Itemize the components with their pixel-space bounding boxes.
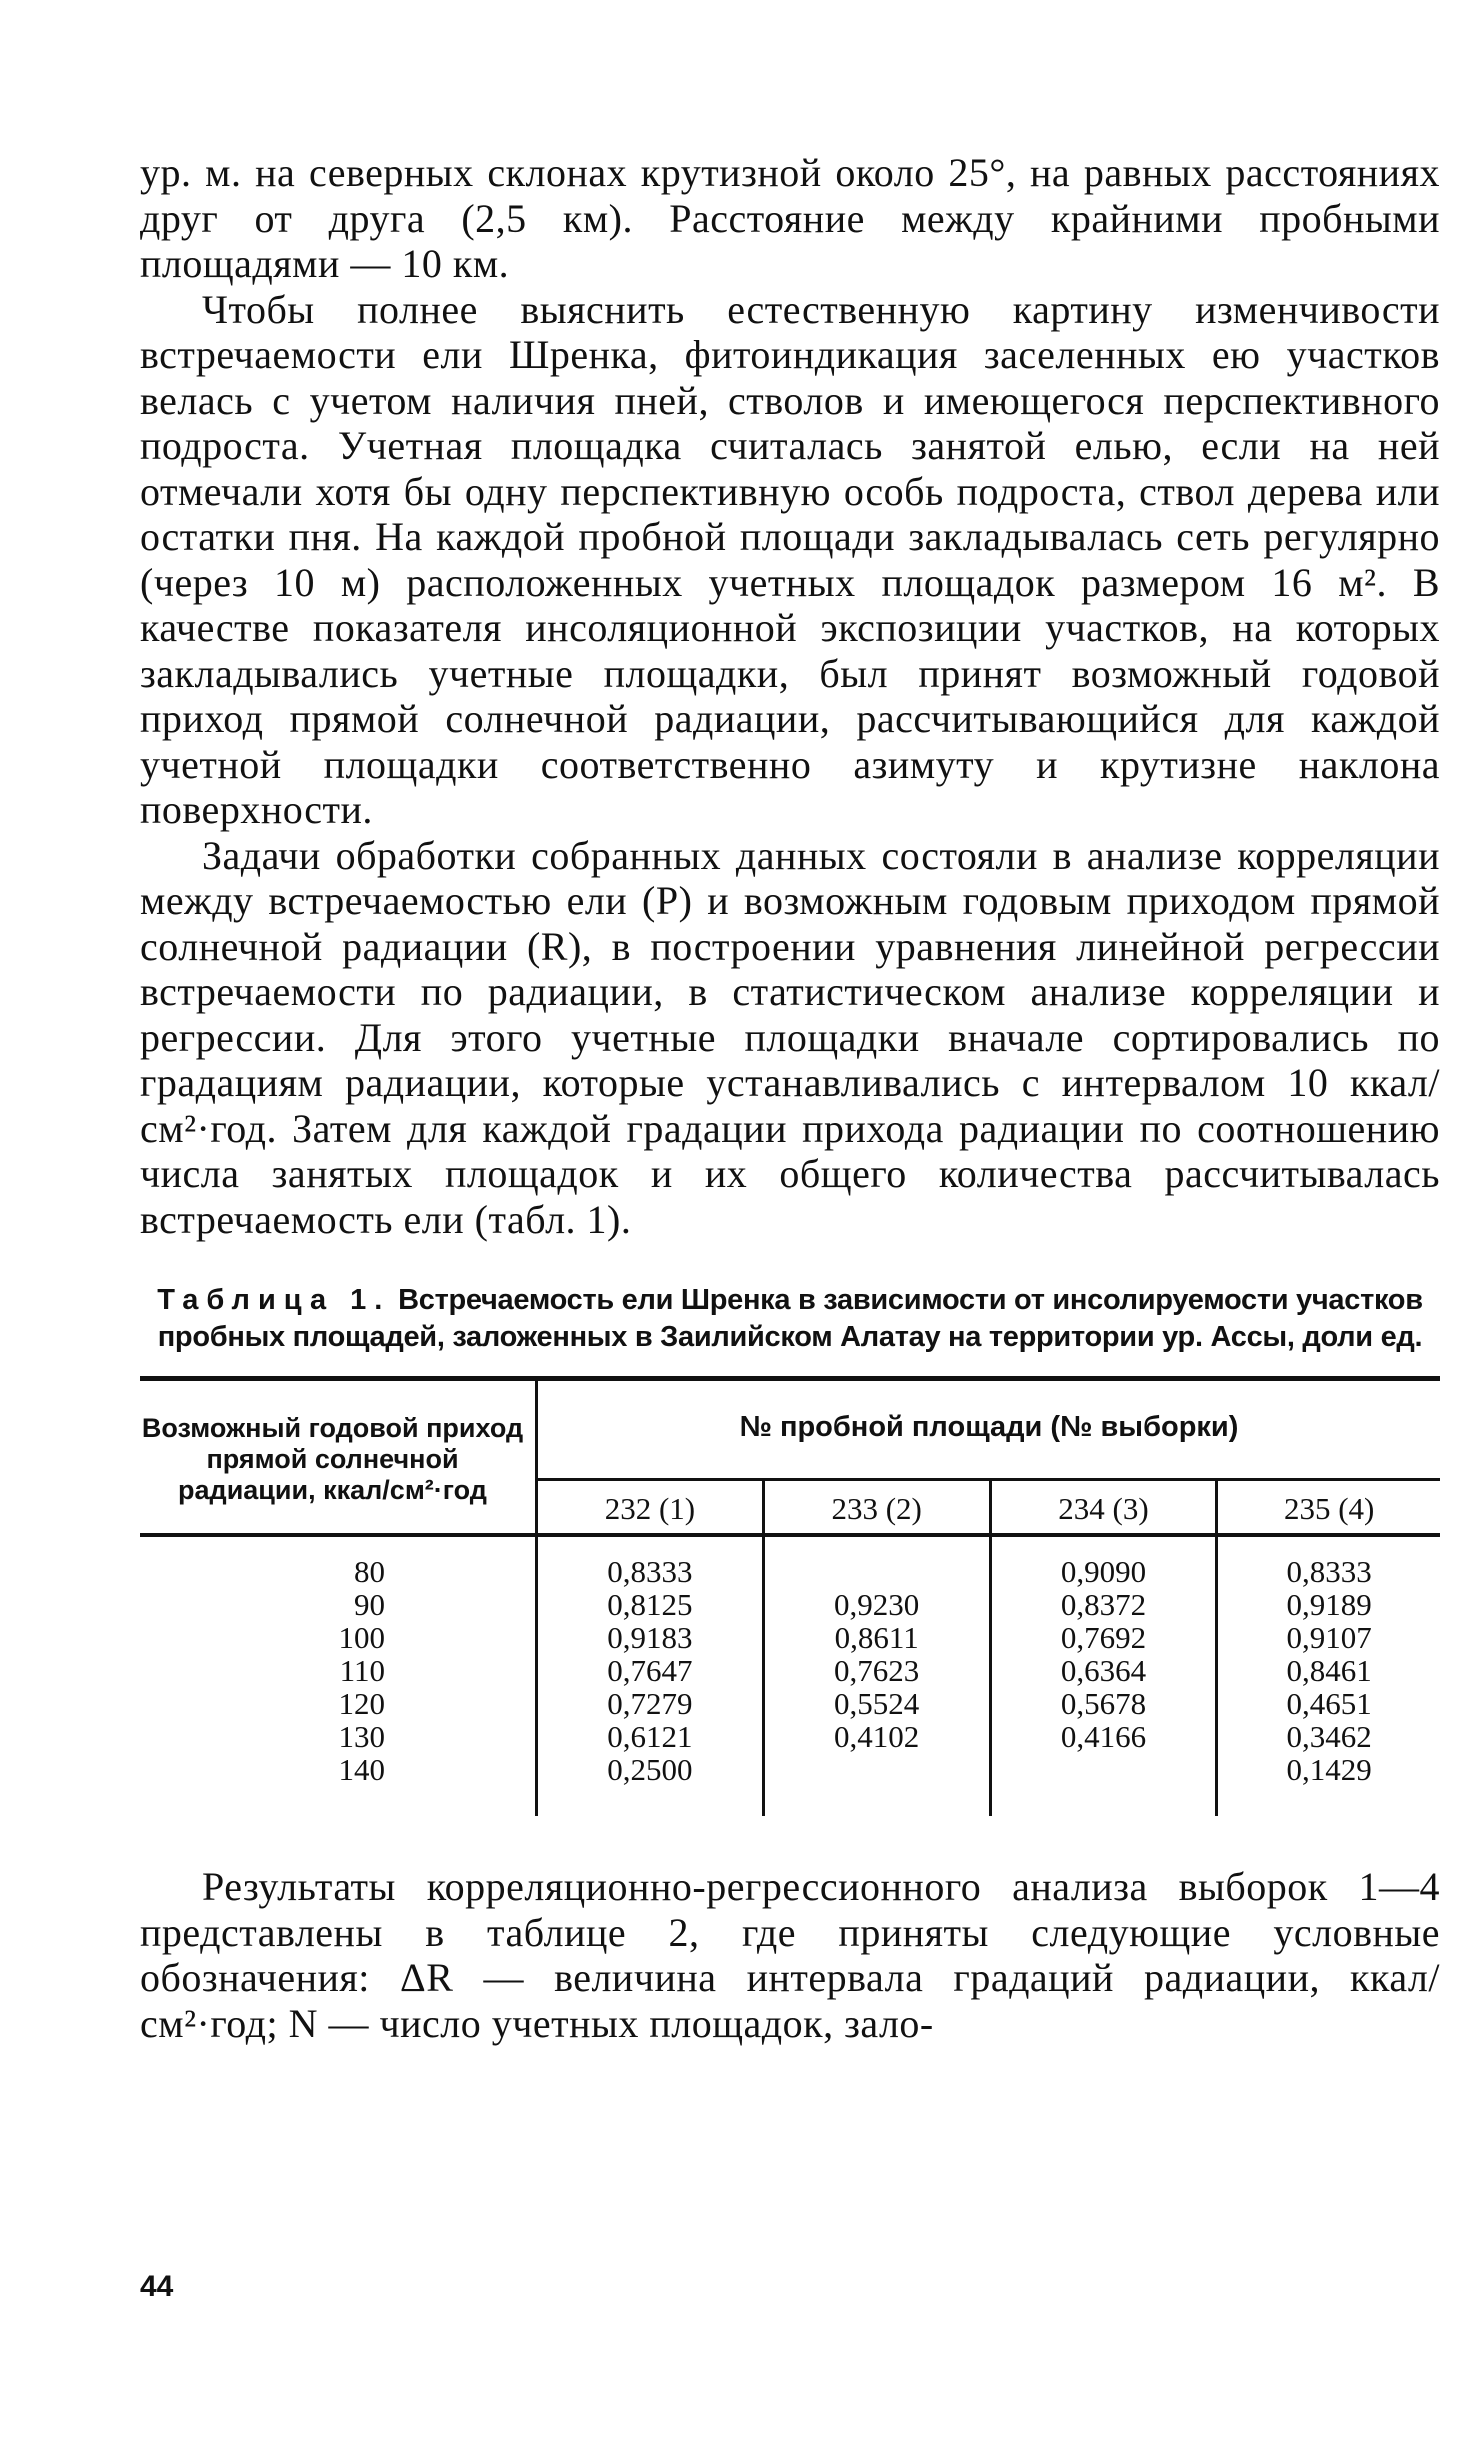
value-cell: 0,9107 <box>1286 1620 1372 1655</box>
value-cell: 0,5524 <box>834 1686 920 1721</box>
value-cell: 0,1429 <box>1286 1752 1372 1787</box>
value-cell: 0,8461 <box>1286 1653 1372 1688</box>
value-cell: 0,8333 <box>607 1554 693 1589</box>
values-column-232 <box>537 1537 764 1816</box>
header-radiation: Возможный годовой приход прямой солнечной радиации, ккал/см²·год <box>140 1381 537 1535</box>
values-column-233 <box>763 1537 990 1816</box>
column-header: 232 (1) <box>604 1491 696 1526</box>
column-header: 234 (3) <box>990 1481 1217 1535</box>
value-cell: 0,4166 <box>1060 1719 1147 1754</box>
value-cell <box>992 1753 1216 1786</box>
page-number: 44 <box>140 2270 174 2303</box>
radiation-cell: 100 <box>338 1620 385 1655</box>
value-cell: 0,3462 <box>1286 1719 1372 1754</box>
radiation-cell: 110 <box>339 1653 385 1688</box>
radiation-cell: 80 <box>354 1554 385 1589</box>
value-cell <box>765 1753 989 1786</box>
value-cell <box>765 1555 989 1588</box>
value-cell: 0,7647 <box>607 1653 693 1688</box>
value-cell: 0,9183 <box>607 1620 693 1655</box>
value-cell: 0,4102 <box>834 1719 920 1754</box>
table-caption-label: Таблица 1. <box>157 1284 391 1316</box>
column-header: 235 (4) <box>1217 1481 1440 1535</box>
header-plot-number: № пробной площади (№ выборки) <box>739 1411 1239 1443</box>
value-cell: 0,9189 <box>1286 1587 1372 1622</box>
occurrence-table <box>140 1376 1440 1816</box>
value-cell: 0,8372 <box>1060 1587 1147 1622</box>
value-cell: 0,2500 <box>607 1752 693 1787</box>
paragraph-results: Результаты корреляционно-регрессионного анализа выборок 1—4 представлены в таблице 2, где приняты следующие условные обозначения: ΔR — величина интервала градаций радиации, ккал/см²·год; N — число учетных площадок, зало- <box>140 1864 1440 2046</box>
value-cell: 0,7623 <box>834 1653 920 1688</box>
radiation-cell: 120 <box>338 1686 385 1721</box>
value-cell: 0,8333 <box>1286 1554 1372 1589</box>
values-column-235 <box>1217 1537 1440 1816</box>
paragraph-continuation: ур. м. на северных склонах крутизной около 25°, на равных расстояниях друг от друга (2,5 км). Расстояние между крайними пробными площадями — 10 км. <box>140 150 1440 286</box>
table-caption <box>140 1282 1440 1356</box>
values-column-234 <box>990 1537 1217 1816</box>
radiation-column <box>140 1537 537 1816</box>
page-body <box>140 150 1440 2046</box>
paragraph-tasks: Задачи обработки собранных данных состояли в анализе корреляции между встречаемостью ели (P) и возможным годовым приходом прямой солнечной радиации (R), в построении уравнения линейной регрессии встречаемости по радиации, в статистическом анализе корреляции и регрессии. Для этого учетные площадки вначале сортировались по градациям радиации, которые устанавливались с интервалом 10 ккал/см²·год. Затем для каждой градации прихода радиации по соотношению числа занятых площадок и их общего количества рассчитывалась встречаемость ели (табл. 1). <box>140 832 1440 1242</box>
value-cell: 0,6121 <box>607 1719 693 1754</box>
column-header: 233 (2) <box>763 1481 990 1535</box>
radiation-cell: 90 <box>354 1587 385 1622</box>
value-cell: 0,9090 <box>1060 1554 1147 1589</box>
value-cell: 0,6364 <box>1060 1653 1147 1688</box>
radiation-cell: 140 <box>338 1752 385 1787</box>
value-cell: 0,7692 <box>1060 1620 1147 1655</box>
paragraph-method: Чтобы полнее выяснить естественную картину изменчивости встречаемости ели Шренка, фитоиндикация заселенных ею участков велась с учетом наличия пней, стволов и имеющегося перспективного подроста. Учетная площадка считалась занятой елью, если на ней отмечали хотя бы одну перспективную особь подроста, ствол дерева или остатки пня. На каждой пробной площади закладывалась сеть регулярно (через 10 м) расположенных учетных площадок размером 16 м². В качестве показателя инсоляционной экспозиции участков, на которых закладывались учетные площадки, был принят возможный годовой приход прямой солнечной радиации, рассчитывающийся для каждой учетной площадки соответственно азимуту и крутизне наклона поверхности. <box>140 286 1440 832</box>
table-caption-text: Встречаемость ели Шренка в зависимости от инсолируемости участков пробных площадей, заложенных в Заилийском Алатау на территории ур. Ассы, доли ед. <box>157 1284 1423 1353</box>
value-cell: 0,5678 <box>1060 1686 1147 1721</box>
value-cell: 0,9230 <box>834 1587 920 1622</box>
value-cell: 0,4651 <box>1286 1686 1372 1721</box>
value-cell: 0,8125 <box>607 1587 693 1622</box>
value-cell: 0,8611 <box>834 1620 919 1655</box>
table-body-row <box>140 1537 1440 1816</box>
radiation-cell: 130 <box>338 1719 385 1754</box>
value-cell: 0,7279 <box>607 1686 693 1721</box>
